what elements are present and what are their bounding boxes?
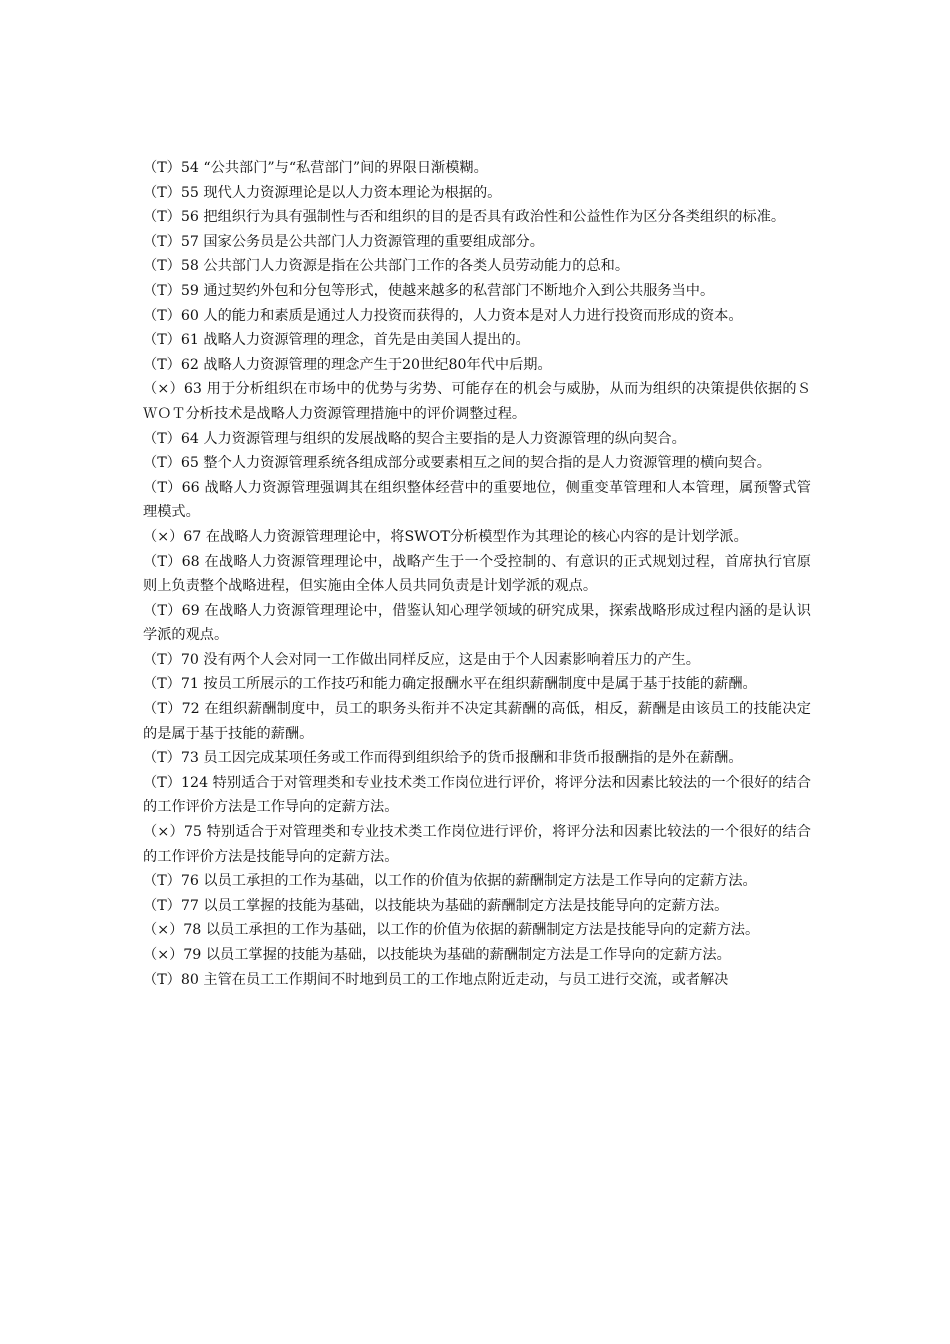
item-79: （×）79 以员工掌握的技能为基础，以技能块为基础的薪酬制定方法是工作导向的定薪方法。 bbox=[143, 947, 731, 963]
item-59: （T）59 通过契约外包和分包等形式，使越来越多的私营部门不断地介入到公共服务当中。 bbox=[143, 282, 715, 299]
item-76: （T）76 以员工承担的工作为基础，以工作的价值为依据的薪酬制定方法是工作导向的定薪方法。 bbox=[143, 873, 757, 890]
item-70: （T）70 没有两个人会对同一工作做出同样反应，这是由于个人因素影响着压力的产生。 bbox=[143, 651, 700, 668]
item-62: （T）62 战略人力资源管理的理念产生于20世纪80年代中后期。 bbox=[143, 356, 552, 373]
item-55: （T）55 现代人力资源理论是以人力资本理论为根据的。 bbox=[143, 184, 502, 201]
item-69: （T）69 在战略人力资源管理理论中，借鉴认知心理学领域的研究成果，探索战略形成过程内涵的是认识学派的观点。 bbox=[143, 602, 811, 644]
item-64: （T）64 人力资源管理与组织的发展战略的契合主要指的是人力资源管理的纵向契合。 bbox=[143, 430, 686, 447]
item-54: （T）54 “公共部门”与“私营部门”间的界限日渐模糊。 bbox=[143, 160, 488, 176]
document-body bbox=[143, 156, 811, 992]
item-61: （T）61 战略人力资源管理的理念，首先是由美国人提出的。 bbox=[143, 332, 530, 349]
item-56: （T）56 把组织行为具有强制性与否和组织的目的是否具有政治性和公益性作为区分各类组织的标准。 bbox=[143, 209, 786, 226]
item-72: （T）72 在组织薪酬制度中，员工的职务头衔并不决定其薪酬的高低，相反，薪酬是由该员工的技能决定的是属于基于技能的薪酬。 bbox=[143, 701, 811, 742]
item-66: （T）66 战略人力资源管理强调其在组织整体经营中的重要地位，侧重变革管理和人本管理，属预警式管理模式。 bbox=[143, 479, 811, 521]
item-80: （T）80 主管在员工工作期间不时地到员工的工作地点附近走动，与员工进行交流，或者解决 bbox=[143, 971, 729, 988]
item-77: （T）77 以员工掌握的技能为基础，以技能块为基础的薪酬制定方法是技能导向的定薪方法。 bbox=[143, 897, 729, 914]
item-71: （T）71 按员工所展示的工作技巧和能力确定报酬水平在组织薪酬制度中是属于基于技能的薪酬。 bbox=[143, 676, 757, 693]
item-58: （T）58 公共部门人力资源是指在公共部门工作的各类人员劳动能力的总和。 bbox=[143, 258, 630, 275]
item-124: （T）124 特别适合于对管理类和专业技术类工作岗位进行评价，将评分法和因素比较法的一个很好的结合的工作评价方法是工作导向的定薪方法。 bbox=[143, 774, 811, 816]
item-67: （×）67 在战略人力资源管理理论中，将SWOT分析模型作为其理论的核心内容的是计划学派。 bbox=[143, 528, 748, 545]
item-63: （×）63 用于分析组织在市场中的优势与劣势、可能存在的机会与威胁，从而为组织的决策提供依据的ＳＷＯＴ分析技术是战略人力资源管理措施中的评价调整过程。 bbox=[143, 381, 811, 422]
item-73: （T）73 员工因完成某项任务或工作而得到组织给予的货币报酬和非货币报酬指的是外在薪酬。 bbox=[143, 750, 743, 767]
item-57: （T）57 国家公务员是公共部门人力资源管理的重要组成部分。 bbox=[143, 233, 544, 250]
item-75: （×）75 特别适合于对管理类和专业技术类工作岗位进行评价，将评分法和因素比较法的一个很好的结合的工作评价方法是技能导向的定薪方法。 bbox=[143, 824, 811, 865]
item-68: （T）68 在战略人力资源管理理论中，战略产生于一个受控制的、有意识的正式规划过程，首席执行官原则上负责整个战略进程，但实施由全体人员共同负责是计划学派的观点。 bbox=[143, 553, 811, 595]
item-60: （T）60 人的能力和素质是通过人力投资而获得的，人力资本是对人力进行投资而形成的资本。 bbox=[143, 307, 743, 324]
item-78: （×）78 以员工承担的工作为基础，以工作的价值为依据的薪酬制定方法是技能导向的定薪方法。 bbox=[143, 922, 760, 939]
item-65: （T）65 整个人力资源管理系统各组成部分或要素相互之间的契合指的是人力资源管理的横向契合。 bbox=[143, 455, 771, 472]
